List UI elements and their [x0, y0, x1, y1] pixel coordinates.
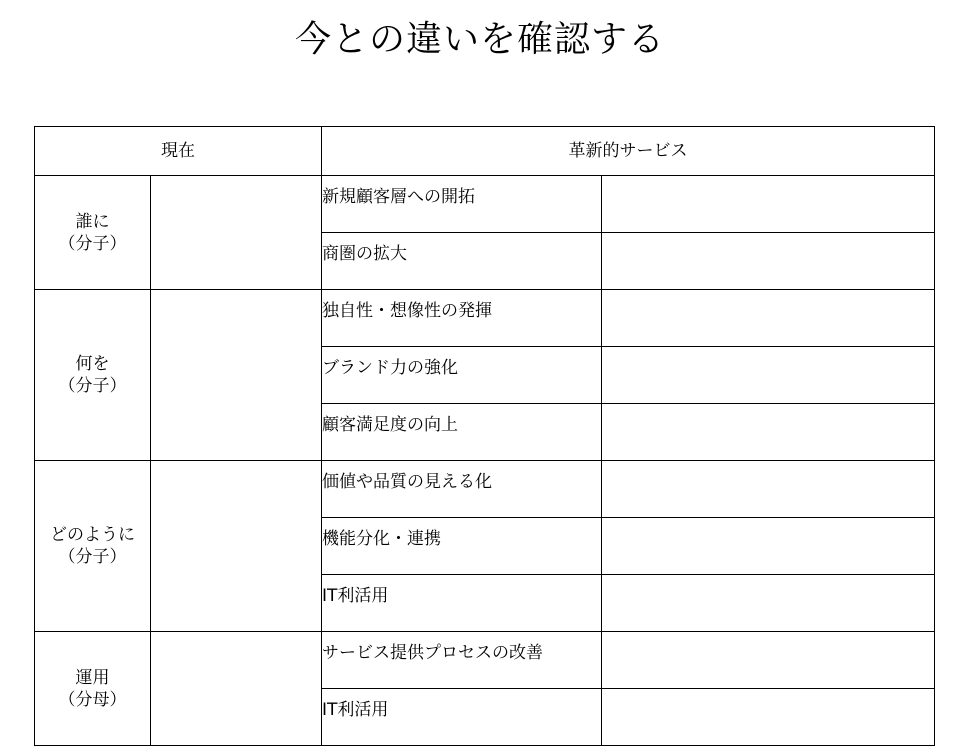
slide-title: 今との違いを確認する: [294, 19, 665, 60]
category-label: 何を: [75, 354, 110, 374]
category-label: どのように: [50, 525, 135, 545]
value-cell[interactable]: [602, 632, 935, 689]
service-item: 顧客満足度の向上: [322, 404, 602, 461]
category-sub: （分子）: [58, 233, 127, 254]
value-cell[interactable]: [602, 233, 935, 290]
service-item: 商圏の拡大: [322, 233, 602, 290]
service-item: サービス提供プロセスの改善: [322, 632, 602, 689]
category-what: [35, 290, 151, 461]
value-cell[interactable]: [602, 689, 935, 746]
service-item: 機能分化・連携: [322, 518, 602, 575]
value-cell[interactable]: [602, 176, 935, 233]
category-sub: （分子）: [58, 547, 127, 567]
table-row: [35, 632, 935, 689]
table-row: [35, 176, 935, 233]
service-item: 新規顧客層への開拓: [322, 176, 602, 233]
value-cell[interactable]: [602, 347, 935, 404]
category-label: 誰に: [75, 211, 110, 232]
service-item: IT利活用: [322, 575, 602, 632]
service-item: IT利活用: [322, 689, 602, 746]
header-innovative-service: 革新的サービス: [322, 127, 935, 176]
comparison-table: [34, 126, 935, 746]
value-cell[interactable]: [602, 461, 935, 518]
value-cell[interactable]: [602, 290, 935, 347]
category-sub: （分母）: [58, 689, 127, 710]
current-cell-how[interactable]: [151, 461, 322, 632]
current-cell-what[interactable]: [151, 290, 322, 461]
service-item: 独自性・想像性の発揮: [322, 290, 602, 347]
category-how: [35, 461, 151, 632]
table-row: [35, 461, 935, 518]
value-cell[interactable]: [602, 575, 935, 632]
value-cell[interactable]: [602, 404, 935, 461]
table-row: [35, 290, 935, 347]
category-operation: [35, 632, 151, 746]
table-header-row: [35, 127, 935, 176]
current-cell-who[interactable]: [151, 176, 322, 290]
value-cell[interactable]: [602, 518, 935, 575]
header-current: 現在: [35, 127, 322, 176]
service-item: 価値や品質の見える化: [322, 461, 602, 518]
service-item: ブランド力の強化: [322, 347, 602, 404]
current-cell-operation[interactable]: [151, 632, 322, 746]
category-who: [35, 176, 151, 290]
category-sub: （分子）: [58, 376, 127, 396]
category-label: 運用: [75, 667, 110, 688]
